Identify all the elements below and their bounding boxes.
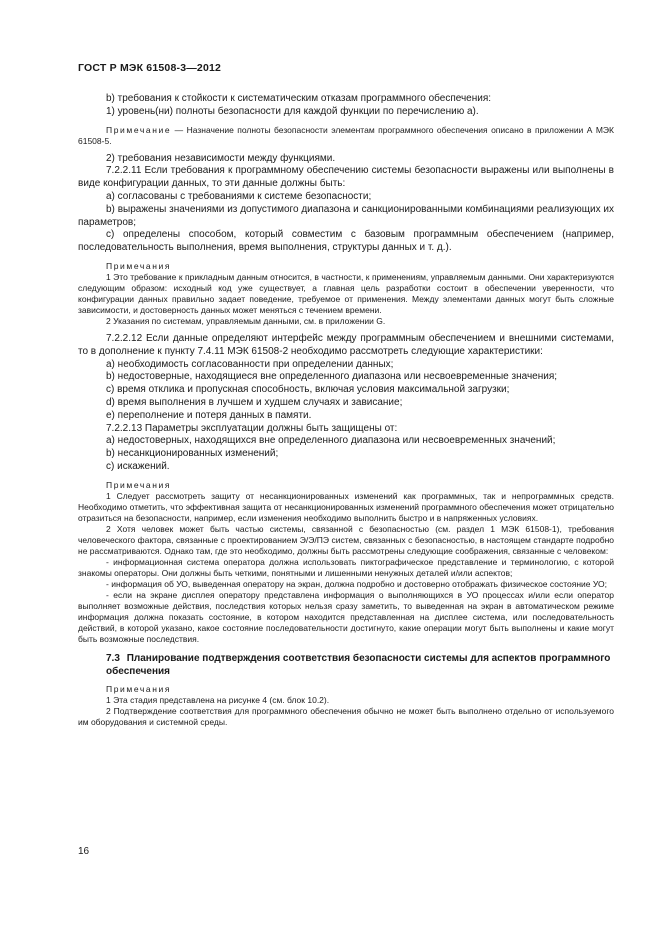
notes-heading: Примечания bbox=[106, 684, 172, 695]
list-item: a) недостоверных, находящихся вне определенного диапазона или несвоевременных значений; bbox=[106, 435, 556, 447]
note-item: 1 Следует рассмотреть защиту от несанкционированных изменений как программных, так и непрограммных средств. Необходимо отметить, что эффективная защита от несанкционированных изменений программного обеспечения может отрицательно отразиться на безопасности, например, если изменения необходимо выполнить быстро и в напряженных условиях. bbox=[78, 490, 614, 523]
list-item: c) время отклика и пропускная способность, включая условия максимальной загрузки; bbox=[106, 384, 510, 396]
list-item: a) необходимость согласованности при определении данных; bbox=[106, 358, 394, 370]
note-bullet: - если на экране дисплея оператору представлена информация о выполняющихся в УО процессах и/или если оператор выполняет возможные действия, последствия которых нельзя сразу заметить, то выведенная на экран в автоматическом режиме информация должна показать состояние, в котором находится представленная на дисплее система, или последовательность действий, в которой указано, какое состояние последовательности достигнуто, какие операции могут быть выполнены и какие могут быть возможные последствия. bbox=[78, 589, 614, 644]
section-heading-7-3 bbox=[78, 653, 614, 679]
page-content bbox=[78, 93, 614, 728]
note-label: Примечание bbox=[106, 124, 172, 135]
section-title-text: Планирование подтверждения соответствия безопасности системы для аспектов программного обеспечения bbox=[106, 652, 611, 677]
list-item: c) определены способом, который совместим с базовым программным обеспечением (например, последовательность выполнения, время выполнения, структуры данных и т. д.). bbox=[78, 229, 614, 254]
list-item: d) время выполнения в лучшем и худшем случаях и зависание; bbox=[106, 396, 403, 408]
paragraph: 1) уровень(ни) полноты безопасности для каждой функции по перечислению a). bbox=[106, 105, 479, 117]
list-item: e) переполнение и потеря данных в памяти. bbox=[106, 409, 312, 421]
note-item: 1 Это требование к прикладным данным относится, в частности, к применениям, управляемым данными. Они характеризуются следующим образом: исходный код уже существует, а главная цель разработки состоит в обеспечении уверенности, что конфигурации данных правильно задает поведение, требуемое от применения. Между элементами данных могут быть сложные зависимости, и достоверность данных может меняться с течением времени. bbox=[78, 271, 614, 315]
list-item: b) несанкционированных изменений; bbox=[106, 448, 279, 460]
list-item: b) недостоверные, находящиеся вне определенного диапазона или несвоевременные значения; bbox=[106, 371, 558, 383]
list-item: b) выражены значениями из допустимого диапазона и санкционированными комбинациями реализующих их параметров; bbox=[78, 203, 614, 228]
clause-7-2-2-11: 7.2.2.11 Если требования к программному обеспечению системы безопасности выражены или выполнены в виде конфигурации данных, то эти данные должны быть: bbox=[78, 165, 614, 190]
list-item: a) согласованы с требованиями к системе безопасности; bbox=[106, 190, 372, 202]
clause-7-2-2-12: 7.2.2.12 Если данные определяют интерфейс между программным обеспечением и внешними системами, то в дополнение к пункту 7.4.11 МЭК 61508-2 необходимо рассмотреть следующие характеристики: bbox=[78, 332, 614, 357]
note bbox=[78, 125, 614, 147]
notes-heading: Примечания bbox=[106, 260, 172, 271]
notes-heading: Примечания bbox=[106, 479, 172, 490]
note-item: 1 Эта стадия представлена на рисунке 4 (см. блок 10.2). bbox=[106, 695, 330, 706]
note-item: 2 Хотя человек может быть частью системы, связанной с безопасностью (см. раздел 1 МЭК 61508-1), требования человеческого фактора, связанные с проектированием Э/Э/ПЭ систем, связанных с безопасностью, в настоящем стандарте подробно не рассматриваются. Однако там, где это необходимо, должны быть рассмотрены следующие соображения, связанные с человеком: bbox=[78, 523, 614, 556]
note-bullet: - информационная система оператора должна использовать пиктографическое представление и терминологию, с которой знакомы операторы. Они должны быть четкими, понятными и лишенными ненужных деталей и/или аспектов; bbox=[78, 556, 614, 578]
page-header: ГОСТ Р МЭК 61508-3—2012 bbox=[78, 62, 222, 74]
paragraph: b) требования к стойкости к систематическим отказам программного обеспечения: bbox=[106, 93, 492, 104]
page-number: 16 bbox=[78, 846, 90, 857]
list-item: c) искажений. bbox=[106, 460, 170, 472]
note-bullet: - информация об УО, выведенная оператору на экран, должна подробно и достоверно отображать физическое состояние УО; bbox=[106, 578, 607, 589]
note-item: 2 Подтверждение соответствия для программного обеспечения обычно не может быть выполнено отдельно от используемого им оборудования и системной среды. bbox=[78, 706, 614, 728]
note-text: — Назначение полноты безопасности элементам программного обеспечения описано в приложении А МЭК 61508-5. bbox=[78, 124, 614, 146]
paragraph: 2) требования независимости между функциями. bbox=[106, 152, 336, 164]
clause-7-2-2-13: 7.2.2.13 Параметры эксплуатации должны быть защищены от: bbox=[106, 422, 398, 434]
section-number: 7.3 bbox=[106, 652, 120, 664]
note-item: 2 Указания по системам, управляемым данными, см. в приложении G. bbox=[106, 315, 386, 326]
